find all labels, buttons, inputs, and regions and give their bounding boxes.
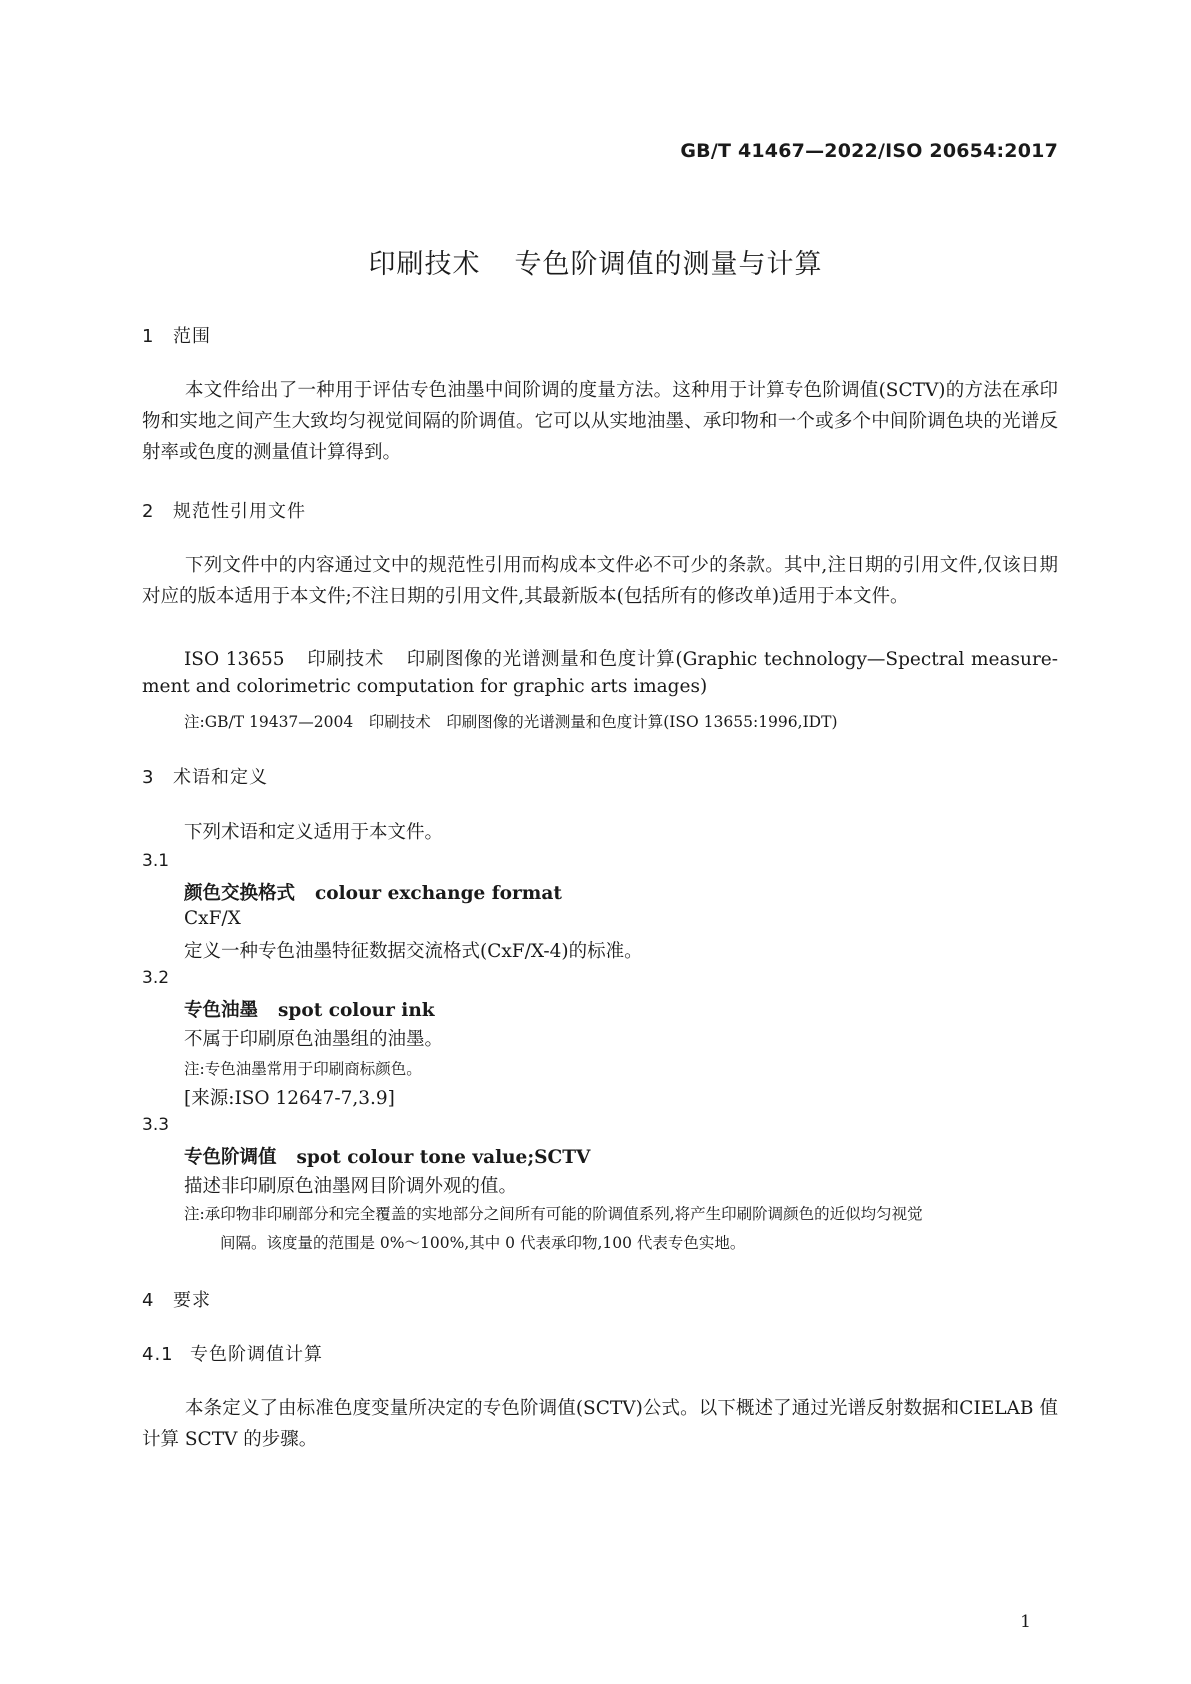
term-note: 注:专色油墨常用于印刷商标颜色。 [184,1060,422,1078]
title-part-2: 专色阶调值的测量与计算 [514,249,823,280]
subsection-number: 4.1 [142,1344,174,1365]
reference-code: ISO 13655 [184,649,285,670]
term-entry [184,996,435,1022]
term-abbreviation: CxF/X [184,908,241,929]
subsection-title: 专色阶调值计算 [190,1344,323,1365]
section-number: 1 [142,326,155,347]
reference-title-full: 印刷图像的光谱测量和色度计算(Graphic technology—Spectral measure- [406,649,1058,670]
section-4-heading [142,1286,211,1312]
section-number: 4 [142,1290,155,1311]
section-4-1-body: 本条定义了由标准色度变量所决定的专色阶调值(SCTV)公式。以下概述了通过光谱反射数据和CIELAB 值计算 SCTV 的步骤。 [142,1398,1058,1450]
term-number: 3.3 [142,1115,170,1135]
subsection-4-1-heading [142,1340,323,1366]
page-number: 1 [1020,1612,1031,1632]
section-3-intro: 下列术语和定义适用于本文件。 [184,822,444,843]
standard-code: GB/T 41467—2022/ISO 20654:2017 [680,140,1058,162]
section-number: 3 [142,767,155,788]
term-definition: 不属于印刷原色油墨组的油墨。 [184,1029,444,1050]
term-number: 3.1 [142,851,170,871]
term-note-line-2: 间隔。该度量的范围是 0%～100%,其中 0 代表承印物,100 代表专色实地。 [220,1234,746,1252]
term-definition: 描述非印刷原色油墨网目阶调外观的值。 [184,1176,518,1197]
section-1-heading [142,322,211,348]
term-en: colour exchange format [315,883,562,904]
section-1-body: 本文件给出了一种用于评估专色油墨中间阶调的度量方法。这种用于计算专色阶调值(SCTV)的方法在承印物和实地之间产生大致均匀视觉间隔的阶调值。它可以从实地油墨、承印物和一个或多个中间阶调色块的光谱反射率或色度的测量值计算得到。 [142,380,1058,463]
term-en: spot colour tone value;SCTV [296,1147,591,1168]
term-zh: 颜色交换格式 [184,883,296,904]
section-2-body: 下列文件中的内容通过文中的规范性引用而构成本文件必不可少的条款。其中,注日期的引用文件,仅该日期对应的版本适用于本文件;不注日期的引用文件,其最新版本(包括所有的修改单)适用于本文件。 [142,555,1058,607]
term-zh: 专色阶调值 [184,1147,277,1168]
section-number: 2 [142,501,155,522]
term-zh: 专色油墨 [184,1000,259,1021]
section-title: 规范性引用文件 [173,501,306,522]
reference-title-zh: 印刷技术 [306,649,385,670]
section-3-heading [142,763,268,789]
term-number: 3.2 [142,968,170,988]
title-part-1: 印刷技术 [368,249,481,280]
reference-note: 注:GB/T 19437—2004 印刷技术 印刷图像的光谱测量和色度计算(ISO 13655:1996,IDT) [184,713,838,731]
term-entry [184,1143,590,1169]
term-source: [来源:ISO 12647-7,3.9] [184,1088,395,1109]
reference-continuation: ment and colorimetric computation for graphic arts images) [142,676,708,697]
term-definition: 定义一种专色油墨特征数据交流格式(CxF/X-4)的标准。 [184,941,643,962]
term-note-line-1: 注:承印物非印刷部分和完全覆盖的实地部分之间所有可能的阶调值系列,将产生印刷阶调颜色的近似均匀视觉 [184,1205,923,1223]
section-2-heading [142,497,306,523]
section-title: 术语和定义 [173,767,268,788]
term-note [184,1200,1058,1258]
section-title: 范围 [173,326,211,347]
term-entry [184,879,562,905]
document-title [0,242,1191,281]
normative-reference [184,645,1058,671]
section-title: 要求 [173,1290,211,1311]
term-en: spot colour ink [278,1000,435,1021]
